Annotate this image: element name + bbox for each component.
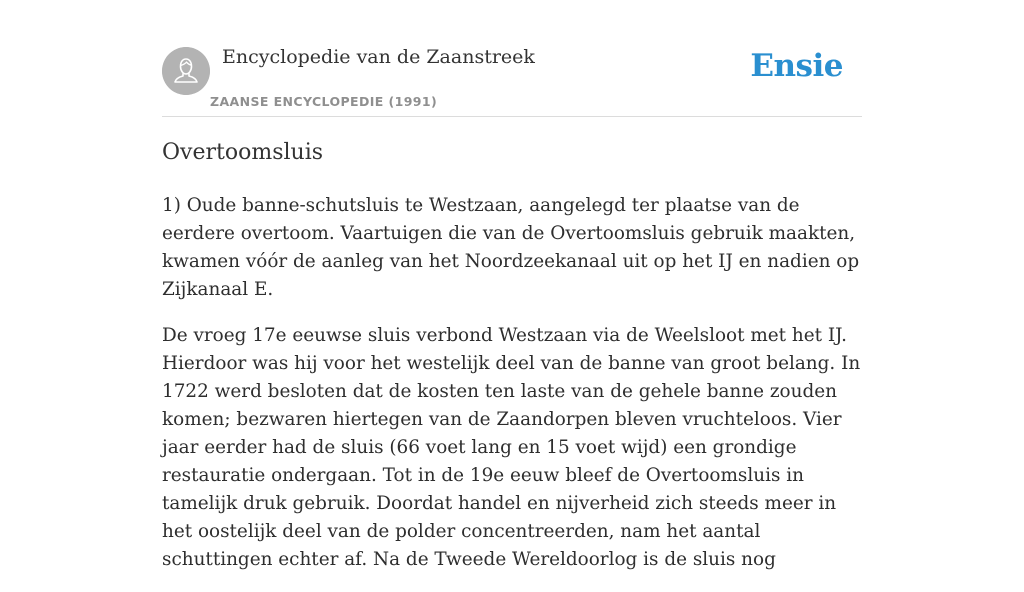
page-title: Overtoomsluis: [162, 140, 324, 165]
paragraph: De vroeg 17e eeuwse sluis verbond Westzaan via de Weelsloot met het IJ. Hierdoor was hij voor het westelijk deel van de banne van groot belang. In 1722 werd besloten dat de kosten ten laste van de gehele banne zouden komen; bezwaren hiertegen van de Zaandorpen bleven vruchteloos. Vier jaar eerder had de sluis (66 voet lang en 15 voet wijd) een grondige restauratie ondergaan. Tot in de 19e eeuw bleef de Overtoomsluis in tamelijk druk gebruik. Doordat handel en nijverheid zich steeds meer in het oostelijk deel van de polder concentreerden, nam het aantal schuttingen echter af. Na de Tweede Wereldoorlog is de sluis nog: [162, 325, 861, 570]
brand-logo-link[interactable]: Ensie: [750, 48, 843, 84]
user-silhouette-icon: [162, 47, 210, 95]
entry-body: [162, 192, 862, 592]
paragraph: 1) Oude banne-schutsluis te Westzaan, aangelegd ter plaatse van de eerdere overtoom. Vaartuigen die van de Overtoomsluis gebruik maakten, kwamen vóór de aanleg van het Noordzeekanaal uit op het IJ en nadien op Zijkanaal E.: [162, 195, 860, 300]
source-header: [162, 0, 862, 117]
source-title-link[interactable]: Encyclopedie van de Zaanstreek: [222, 46, 535, 68]
page-container: [162, 0, 862, 570]
source-subtitle: ZAANSE ENCYCLOPEDIE (1991): [210, 94, 438, 109]
